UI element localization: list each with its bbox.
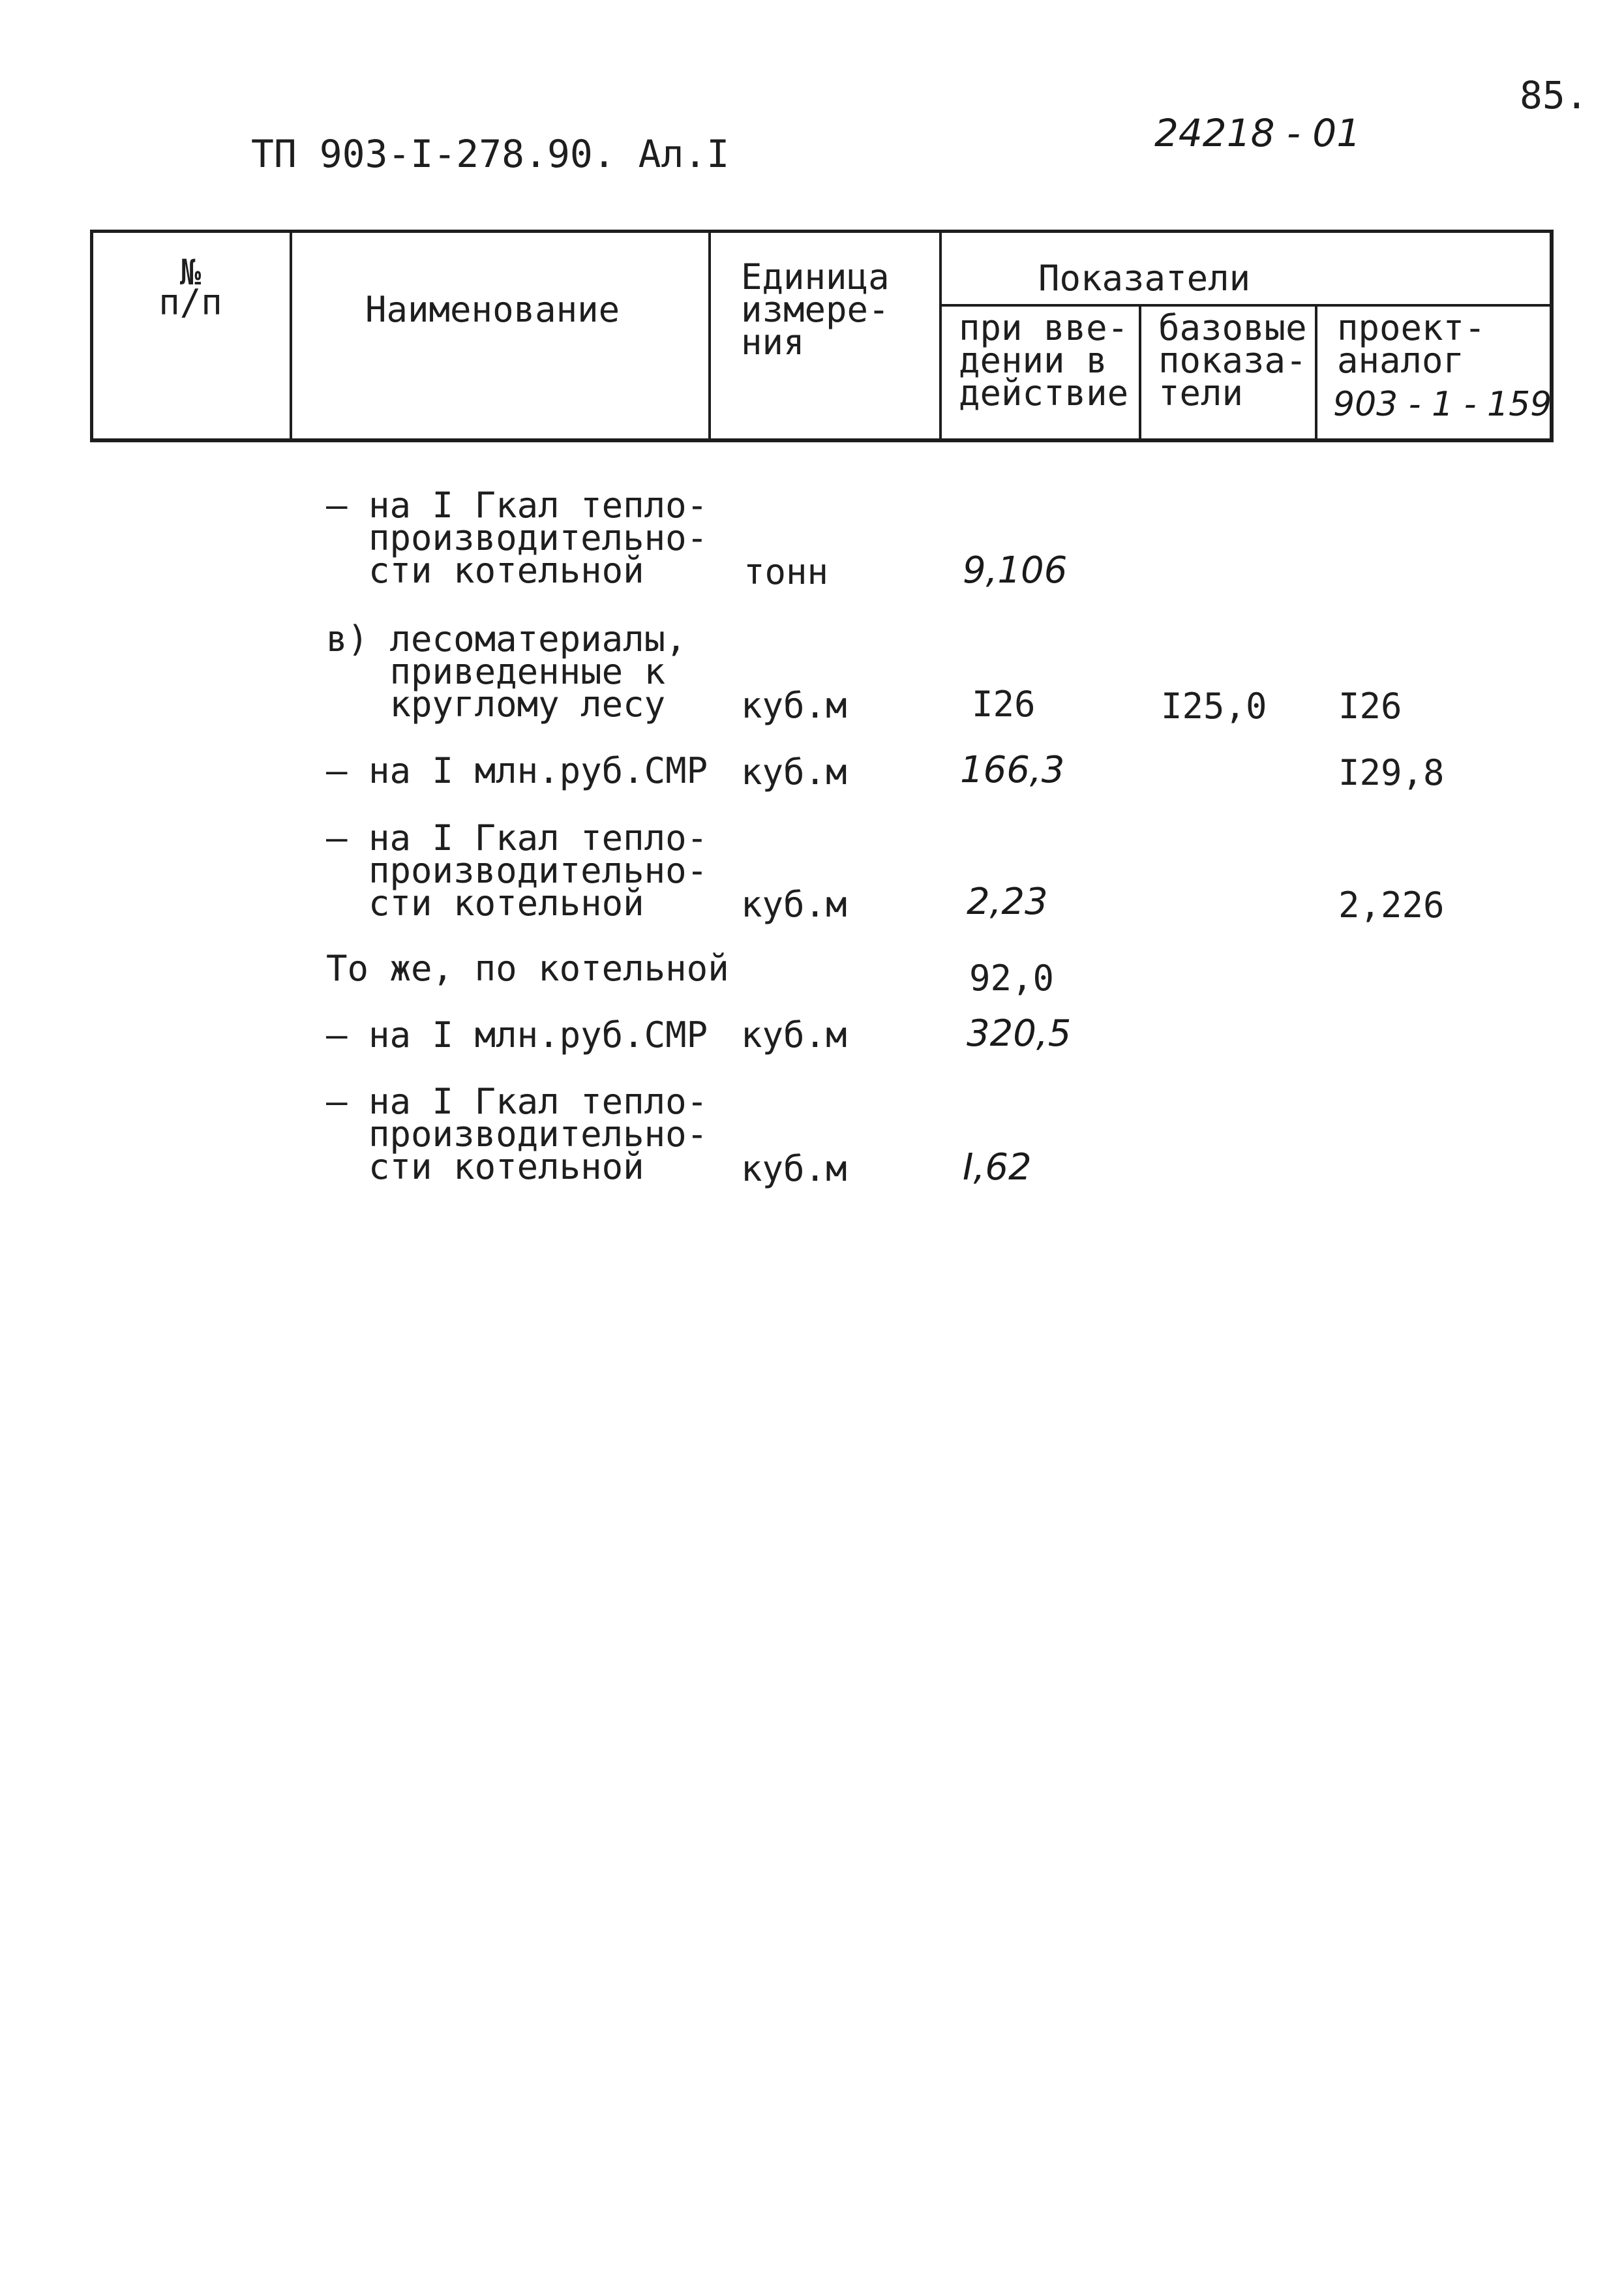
col-divider-2 [708,232,711,440]
row-name: в) лесоматериалы, приведенные к круглому лесу [326,618,687,725]
col-divider-4 [1139,305,1141,440]
row-name: – на I Гкал тепло- производительно- сти котельной [326,485,708,591]
row-unit: куб.м [741,884,847,925]
row-unit: тонн [744,551,829,592]
header-analog-handwritten: 903 - 1 - 159 [1333,385,1552,424]
row-name: То же, по котельной [326,948,729,989]
col-divider-1 [290,232,292,440]
row-unit: куб.м [741,1148,847,1189]
row-value-commissioning: I,62 [963,1146,1032,1189]
table-top-border [90,230,1554,233]
indicators-divider [940,304,1551,307]
table-left-border [90,230,93,441]
row-value-commissioning: 166,3 [960,749,1065,791]
row-value-analog: I26 [1338,686,1402,727]
row-value-commissioning: 92,0 [969,958,1055,999]
stamp-number: 24218 - 01 [1154,111,1361,155]
row-value-commissioning: 320,5 [967,1012,1072,1055]
header-unit: Единица измере- ния [741,256,890,363]
row-unit: куб.м [741,1014,847,1055]
row-name: – на I Гкал тепло- производительно- сти котельной [326,1081,708,1187]
row-value-commissioning: 2,23 [967,881,1048,923]
page-number: 85. [1520,73,1588,117]
header-commissioning: при вве- дении в действие [959,307,1129,414]
col-divider-5 [1315,305,1317,440]
header-indicators: Показатели [1038,258,1251,299]
row-value-analog: 2,226 [1338,885,1445,926]
row-name: – на I млн.руб.СМР [326,1014,708,1055]
row-value-commissioning: 9,106 [963,549,1068,592]
table-bottom-border [90,438,1554,442]
row-value-analog: I29,8 [1338,752,1445,793]
row-unit: куб.м [741,685,847,726]
header-number: № п/п [158,252,222,323]
row-unit: куб.м [741,752,847,793]
col-divider-3 [939,232,942,440]
header-analog: проект- аналог [1337,307,1486,381]
header-base: базовые показа- тели [1158,307,1307,414]
document-code: ТП 903-I-278.90. Ал.I [251,132,730,176]
row-value-commissioning: I26 [972,684,1036,725]
row-value-base: I25,0 [1161,686,1267,727]
row-name: – на I Гкал тепло- производительно- сти котельной [326,817,708,924]
row-name: – на I млн.руб.СМР [326,750,708,791]
header-name: Наименование [365,289,620,330]
